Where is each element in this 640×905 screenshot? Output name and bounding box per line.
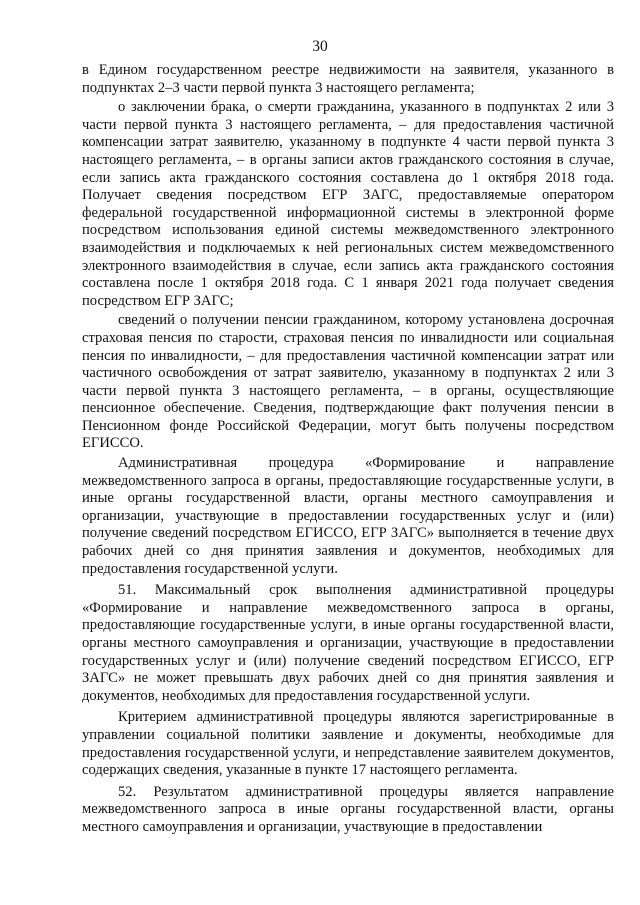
page-number: 30 <box>312 38 328 55</box>
document-body <box>82 62 614 837</box>
paragraph-52-result: 52. Результатом административной процедуры является направление межведомственного запроса в иные органы государственной власти, органы местного самоуправления и организации, участвующие в предоставлении <box>82 783 614 835</box>
paragraph-pension-info: сведений о получении пенсии гражданином, которому установлена досрочная страховая пенсия по старости, страховая пенсия по инвалидности или социальная пенсия по инвалидности, – для предоставления частичной компенсации затрат или частичного освобождения от затрат заявителю, указанному в подпунктах 2 или 3 части первой пункта 3 настоящего регламента, – в органы, осуществляющие пенсионное обеспечение. Сведения, подтверждающие факт получения пенсии в Пенсионном фонде Российской Федерации, могут быть получены посредством ЕГИССО. <box>82 312 614 452</box>
paragraph-egrn-tail: в Едином государственном реестре недвижимости на заявителя, указанного в подпунктах 2–3 части первой пункта 3 настоящего регламента; <box>82 62 614 96</box>
paragraph-51-max-term: 51. Максимальный срок выполнения административной процедуры «Формирование и направление межведомственного запроса в органы, предоставляющие государственные услуги, в иные органы государственной власти, органы местного самоуправления и организации, участвующие в предоставлении государственных услуг и (или) получение сведений посредством ЕГИССО, ЕГР ЗАГС» не может превышать двух рабочих дней со дня принятия заявления и документов, необходимых для предоставления государственной услуги. <box>82 582 614 704</box>
paragraph-admin-procedure: Административная процедура «Формирование и направление межведомственного запроса в органы, предоставляющие государственные услуги, в иные органы государственной власти, органы местного самоуправления и организации, участвующие в предоставлении государственных услуг и (или) получение сведений посредством ЕГИССО, ЕГР ЗАГС» выполняется в течение двух рабочих дней со дня принятия заявления и документов, необходимых для предоставления государственной услуги. <box>82 455 614 577</box>
paragraph-criterion: Критерием административной процедуры являются зарегистрированные в управлении социальной политики заявление и документы, необходимые для предоставления государственной услуги, и непредставление заявителем документов, содержащих сведения, указанные в пункте 17 настоящего регламента. <box>82 709 614 779</box>
paragraph-marriage-death-records: о заключении брака, о смерти гражданина, указанного в подпунктах 2 или 3 части первой пункта 3 настоящего регламента, – для предоставления частичной компенсации затрат заявителю, указанному в подпункте 4 части первой пункта 3 настоящего регламента, – в органы записи актов гражданского состояния в случае, если запись акта гражданского состояния составлена до 1 октября 2018 года. Получает сведения посредством ЕГР ЗАГС, предоставляемые оператором федеральной государственной информационной системы в электронной форме посредством использования единой системы межведомственного электронного взаимодействия и подключаемых к ней региональных систем межведомственного электронного взаимодействия в случае, если запись акта гражданского состояния составлена после 1 октября 2018 года. С 1 января 2021 года получает сведения посредством ЕГР ЗАГС; <box>82 99 614 309</box>
